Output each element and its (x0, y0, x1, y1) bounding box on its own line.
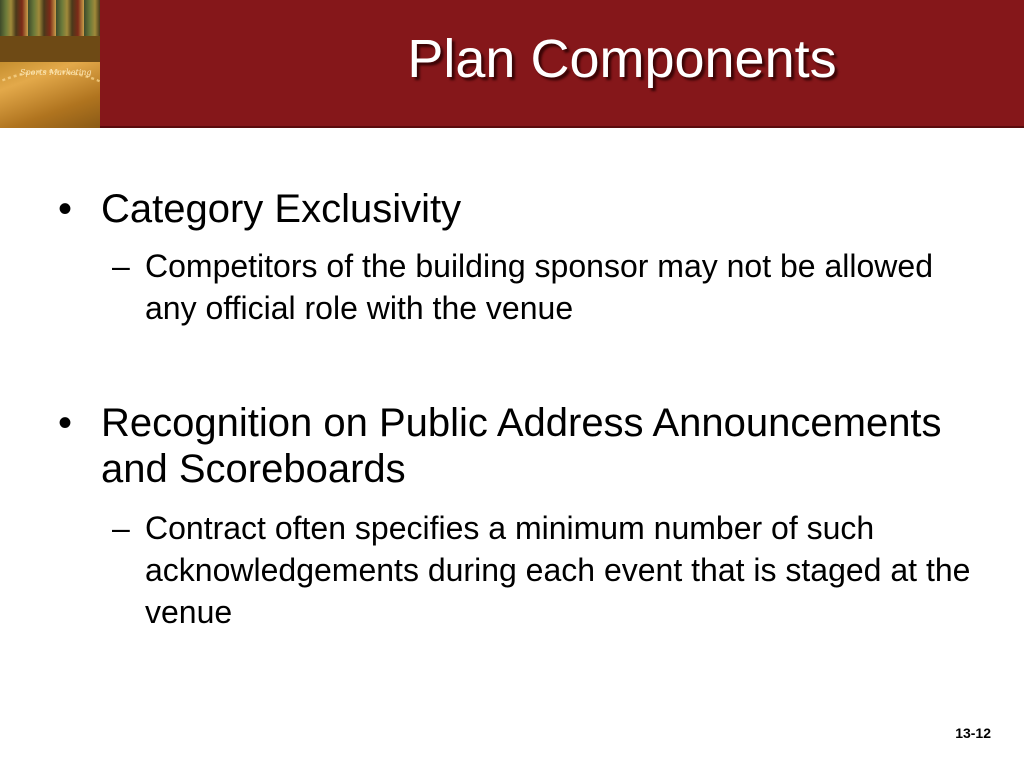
title-bar (0, 0, 1024, 128)
sub-bullet-symbol: – (112, 510, 130, 546)
thumbnail-title: Sports Marketing (20, 68, 92, 77)
sub-bullet-text: Contract often specifies a minimum number of such acknowledgements during each event that is staged at the venue (145, 510, 971, 630)
sub-bullet-symbol: – (112, 248, 130, 284)
bullet-symbol: • (58, 401, 73, 445)
thumbnail-photo-strip (0, 0, 100, 36)
bullet-symbol: • (58, 187, 73, 231)
slide-title: Plan Components (407, 29, 837, 89)
thumbnail-band (0, 36, 100, 62)
thumbnail-track-curve (0, 70, 100, 128)
book-cover-thumbnail (0, 0, 100, 128)
bullet-text: Category Exclusivity (101, 187, 462, 231)
page-number: 13-12 (955, 725, 991, 741)
bullet-text: Recognition on Public Address Announcements and Scoreboards (101, 401, 942, 491)
sub-bullet-text: Competitors of the building sponsor may not be allowed any official role with the venue (145, 248, 933, 326)
